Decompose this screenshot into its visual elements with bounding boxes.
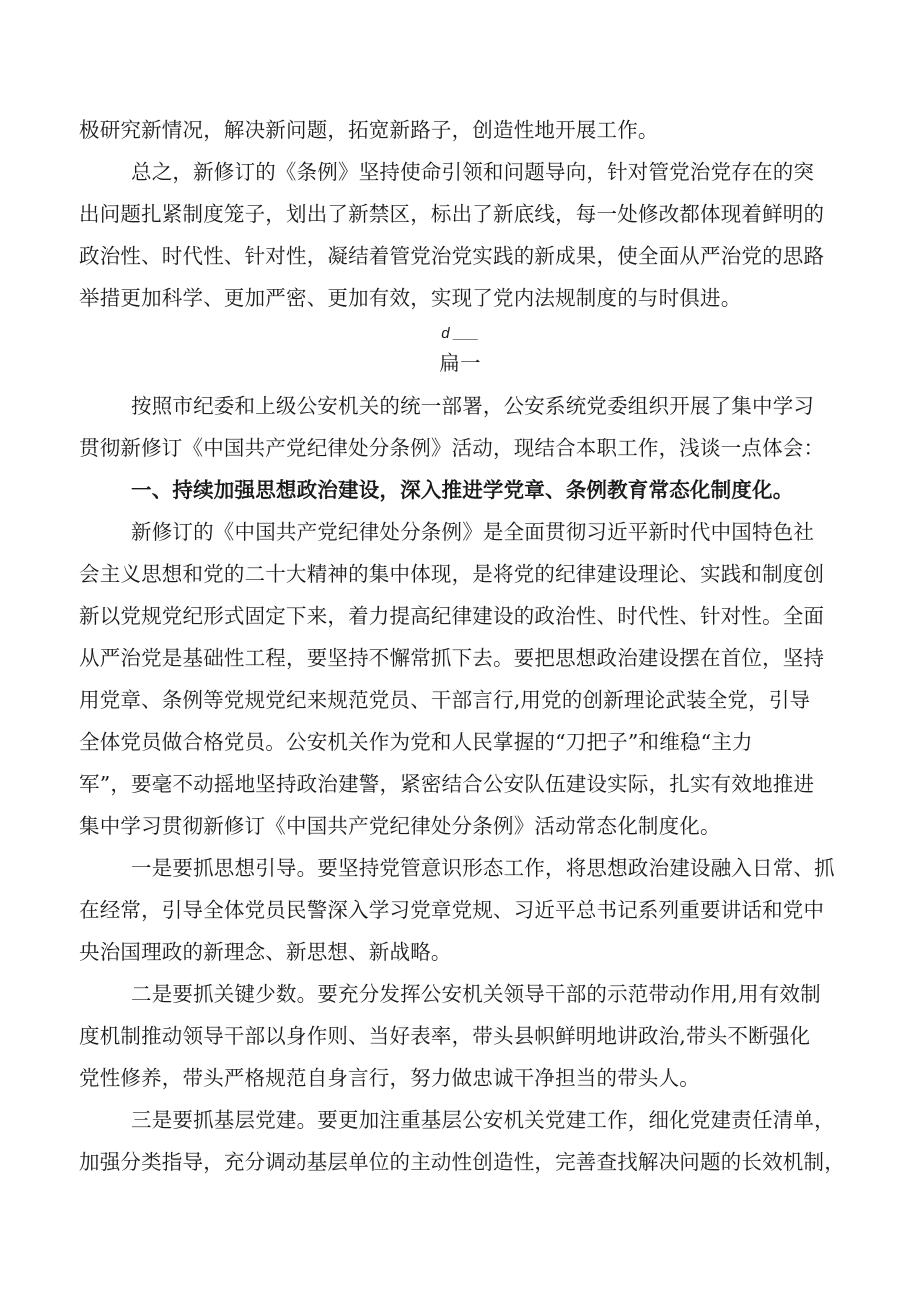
paragraph-line: 政治性、时代性、针对性，凝结着管党治党实践的新成果，使全面从严治党的思路 <box>79 244 825 268</box>
paragraph-line: 用党章、条例等党规党纪来规范党员、干部言行,用党的创新理论武装全党，引导 <box>79 688 811 712</box>
paragraph-line: 贯彻新修订《中国共产党纪律处分条例》活动，现结合本职工作，浅谈一点体会： <box>79 436 825 460</box>
paragraph-line: 会主义思想和党的二十大精神的集中体现，是将党的纪律建设理论、实践和制度创 <box>79 562 825 586</box>
paragraph-line: 加强分类指导，充分调动基层单位的主动性创造性，完善查找解决问题的长效机制， <box>79 1150 845 1174</box>
paragraph-line: 按照市纪委和上级公安机关的统一部署，公安系统党委组织开展了集中学习 <box>131 394 815 418</box>
section-title: 扁一 <box>439 351 481 375</box>
paragraph-line: 出问题扎紧制度笼子，划出了新禁区，标出了新底线，每一处修改都体现着鲜明的 <box>79 202 825 226</box>
paragraph-line: 在经常，引导全体党员民警深入学习党章党规、习近平总书记系列重要讲话和党中 <box>79 898 825 922</box>
paragraph-line: 三是要抓基层党建。要更加注重基层公安机关党建工作，细化党建责任清单， <box>131 1108 835 1132</box>
paragraph-line: 举措更加科学、更加严密、更加有效，实现了党内法规制度的与时俱进。 <box>79 286 742 310</box>
paragraph-line: 新修订的《中国共产党纪律处分条例》是全面贯彻习近平新时代中国特色社 <box>131 520 815 544</box>
section-mark: d ___ <box>441 325 479 342</box>
paragraph-line: 集中学习贯彻新修订《中国共产党纪律处分条例》活动常态化制度化。 <box>79 814 721 838</box>
paragraph-line: 党性修养，带头严格规范自身言行，努力做忠诚干净担当的带头人。 <box>79 1066 700 1090</box>
paragraph-line: 从严治党是基础性工程，要坚持不懈常抓下去。要把思想政治建设摆在首位，坚持 <box>79 646 825 670</box>
paragraph-line: 一是要抓思想引导。要坚持党管意识形态工作，将思想政治建设融入日常、抓 <box>131 856 835 880</box>
paragraph-line: 军”，要毫不动摇地坚持政治建警，紧密结合公安队伍建设实际，扎实有效地推进 <box>79 772 815 796</box>
paragraph-line: 新以党规党纪形式固定下来，着力提高纪律建设的政治性、时代性、针对性。全面 <box>79 604 825 628</box>
paragraph-line: 央治国理政的新理念、新思想、新战略。 <box>79 940 452 964</box>
paragraph-line: 总之，新修订的《条例》坚持使命引领和问题导向，针对管党治党存在的突 <box>131 160 815 184</box>
section-heading: 一、持续加强思想政治建设，深入推进学党章、条例教育常态化制度化。 <box>131 478 794 502</box>
paragraph-line: 极研究新情况，解决新问题，拓宽新路子，创造性地开展工作。 <box>79 118 659 142</box>
paragraph-line: 全体党员做合格党员。公安机关作为党和人民掌握的“刀把子”和维稳“主力 <box>79 730 753 754</box>
paragraph-line: 二是要抓关键少数。要充分发挥公安机关领导干部的示范带动作用,用有效制 <box>131 982 821 1006</box>
paragraph-line: 度机制推动领导干部以身作则、当好表率，带头县帜鲜明地讲政治,带头不断强化 <box>79 1024 811 1048</box>
